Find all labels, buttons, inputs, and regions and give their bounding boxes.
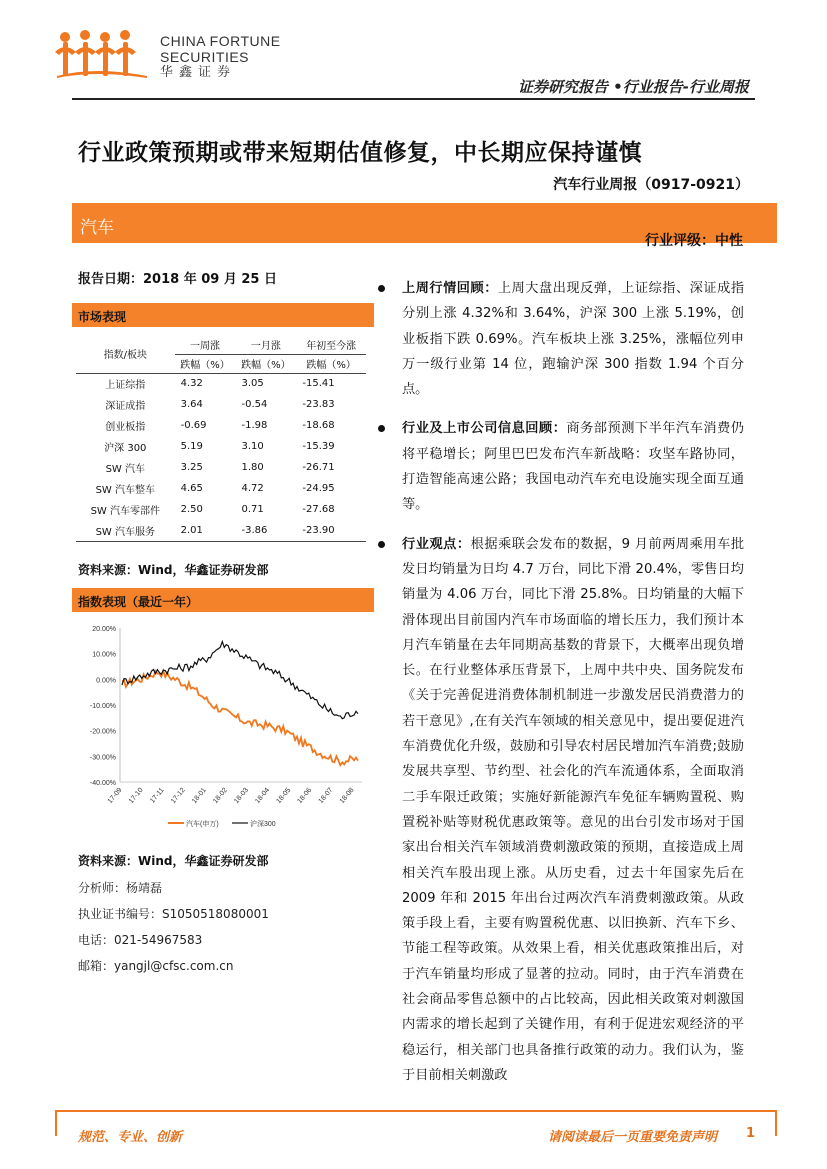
bullet-industry-news <box>376 416 744 517</box>
y-tick-label: 0.00% <box>96 677 116 685</box>
bullet-dot-icon <box>378 285 385 292</box>
cell-name: SW 汽车零部件 <box>90 506 160 517</box>
page-subtitle: 汽车行业周报（0917-0921） <box>553 177 749 193</box>
footer-slogan: 规范、专业、创新 <box>78 1130 183 1145</box>
y-tick-label: -30.00% <box>89 754 116 762</box>
table-row <box>76 520 366 541</box>
x-tick-label: 17-12 <box>169 786 187 806</box>
y-tick-label: -20.00% <box>89 728 116 736</box>
cell-month: 4.72 <box>241 483 264 494</box>
summary-bullets <box>376 276 744 1102</box>
x-tick-label: 18-07 <box>317 786 335 806</box>
brand-name-line2: SECURITIES <box>160 49 250 65</box>
table-row <box>76 478 366 499</box>
bullet-market-review <box>376 276 744 402</box>
cell-week: 2.01 <box>175 520 236 541</box>
brand-name <box>160 33 281 81</box>
table-row <box>76 394 366 415</box>
cell-name: 创业板指 <box>105 422 146 433</box>
chart-source: 资料来源：Wind，华鑫证券研发部 <box>78 854 269 868</box>
index-chart-svg <box>72 616 374 838</box>
header-week-bottom: 跌幅（%） <box>175 354 236 373</box>
header-index: 指数/板块 <box>76 335 175 373</box>
header-week-top: 一周涨 <box>175 335 236 354</box>
industry-rating: 行业评级：中性 <box>645 233 743 249</box>
cell-name: 上证综指 <box>105 380 146 392</box>
bullet-dot-icon <box>378 425 385 432</box>
x-tick-label: 18-05 <box>275 786 293 806</box>
x-tick-label: 18-06 <box>296 786 314 806</box>
bullet-title: 行业及上市公司信息回顾： <box>402 421 567 437</box>
cell-name: SW 汽车整车 <box>95 485 155 496</box>
bullet-title: 上周行情回顾： <box>402 281 498 296</box>
report-type: 证券研究报告 •行业报告-行业周报 <box>517 78 749 96</box>
market-table <box>76 335 366 542</box>
table-row <box>76 499 366 520</box>
cell-month: -1.98 <box>241 420 268 431</box>
table-row <box>76 415 366 436</box>
sector-label: 汽车 <box>80 218 114 238</box>
cell-ytd: -15.39 <box>302 441 335 452</box>
cell-ytd: -15.41 <box>302 378 335 390</box>
bullet-text: 根据乘联会发布的数据，9 月前两周乘用车批发日均销量为日均 4.7 万台，同比下滑 20.4%，零售日均销量为 4.06 万台，同比下滑 25.8%。日均销量的大幅下滑体现出目前国内汽车市场面临的增长压力，我们预计本月汽车销量在去年同期高基数的背景下，大概率出现负增长。在行业整体承压背景下，上周中共中央、国务院发布《关于完善促进消费体制机制进一步激发居民消费潜力的若干意见》,在有关汽车领域的相关意见中，提出要促进汽车消费优化升级，鼓励和引导农村居民增加汽车消费;鼓励发展共享型、节约型、社会化的汽车流通体系，全面取消二手车限迁政策；实施好新能源汽车免征车辆购置税、购置税补贴等财税优惠政策等。意见的出台引发市场对于国家出台相关汽车领域消费刺激政策的预期，直接造成上周相关汽车股出现上涨。从历史看，过去十年国家先后在 2009 年和 2015 年出台过两次汽车消费刺激政策。从政策手段上看，主要有购置税优惠、以旧换新、汽车下乡、节能工程等政策。从效果上看，相关优惠政策推出后，对于汽车销量均形成了显著的拉动。同时，由于汽车消费在社会商品零售总额中的占比较高，因此相关政策对刺激国内需求的增长起到了关键作用，有利于促进宏观经济的平稳运行，相关部门也具备推行政策的动力。我们认为，鉴于目前相关刺激政 <box>402 536 745 1083</box>
y-tick-label: -40.00% <box>89 780 116 787</box>
x-tick-label: 17-11 <box>149 786 166 805</box>
market-source: 资料来源：Wind，华鑫证券研发部 <box>78 563 269 577</box>
index-box-title: 指数表现（最近一年） <box>72 588 374 612</box>
header-ytd-top: 年初至今涨 <box>296 335 366 354</box>
cell-week: 3.25 <box>180 462 203 473</box>
legend-label-0: 汽车(申万) <box>186 821 219 828</box>
cell-name: SW 汽车 <box>105 464 145 475</box>
x-tick-label: 18-04 <box>254 786 272 806</box>
page-title: 行业政策预期或带来短期估值修复，中长期应保持谨慎 <box>78 140 642 166</box>
table-row <box>76 457 366 478</box>
table-row <box>76 436 366 457</box>
bullet-industry-view <box>376 532 744 1089</box>
cell-month: -3.86 <box>235 520 296 541</box>
brand-name-cn: 华鑫证券 <box>160 65 237 80</box>
y-tick-label: 10.00% <box>92 651 116 659</box>
cell-ytd: -27.68 <box>302 504 335 515</box>
cell-week: 5.19 <box>180 441 203 452</box>
series-line-1 <box>122 642 358 719</box>
analyst-name: 分析师：杨靖磊 <box>78 881 163 895</box>
analyst-license: 执业证书编号：S1050518080001 <box>78 907 269 921</box>
cell-name: SW 汽车服务 <box>76 520 175 541</box>
cell-week: -0.69 <box>180 420 207 431</box>
cell-week: 2.50 <box>180 504 203 515</box>
x-tick-label: 18-08 <box>338 786 356 806</box>
company-logo <box>55 28 155 84</box>
cell-week: 4.32 <box>180 378 203 390</box>
cell-month: 0.71 <box>241 504 264 515</box>
legend-label-1: 沪深300 <box>250 821 276 828</box>
header-month-top: 一月涨 <box>235 335 296 354</box>
cell-week: 4.65 <box>180 483 203 494</box>
cell-ytd: -26.71 <box>302 462 335 473</box>
cell-month: 1.80 <box>241 462 264 473</box>
cell-name: 沪深 300 <box>104 443 147 454</box>
market-box-title: 市场表现 <box>72 303 374 327</box>
x-tick-label: 18-02 <box>212 786 229 806</box>
footer-frame-right <box>775 1110 777 1136</box>
footer-divider <box>55 1110 777 1112</box>
logo-mark-icon <box>55 28 155 80</box>
header-ytd-bottom: 跌幅（%） <box>296 354 366 373</box>
cell-month: -0.54 <box>241 399 268 410</box>
bullet-title: 行业观点： <box>402 536 471 552</box>
x-tick-label: 18-03 <box>233 786 251 806</box>
report-date: 报告日期：2018 年 09 月 25 日 <box>78 272 277 287</box>
analyst-phone: 电话：021-54967583 <box>78 933 203 947</box>
index-chart <box>72 616 374 838</box>
y-tick-label: -10.00% <box>89 703 116 710</box>
series-line-0 <box>122 671 358 766</box>
x-tick-label: 17-09 <box>106 786 124 806</box>
footer-frame-left <box>55 1110 57 1136</box>
x-tick-label: 17-10 <box>127 786 145 806</box>
cell-ytd: -23.90 <box>296 520 366 541</box>
cell-week: 3.64 <box>180 399 203 410</box>
header-month-bottom: 跌幅（%） <box>235 354 296 373</box>
cell-ytd: -23.83 <box>302 399 335 410</box>
brand-name-line1: CHINA FORTUNE <box>160 33 281 49</box>
page-number: 1 <box>745 1126 755 1141</box>
bullet-text: 上周大盘出现反弹，上证综指、深证成指分别上涨 4.32%和 3.64%，沪深 300 上涨 5.19%，创业板指下跌 0.69%。汽车板块上涨 3.25%，涨幅位列申万一级行业第 14 位，跑输沪深 300 指数 1.94 个百分点。 <box>402 281 745 398</box>
header-divider <box>72 98 755 100</box>
y-tick-label: 20.00% <box>92 626 116 633</box>
bullet-dot-icon <box>378 541 385 548</box>
cell-month: 3.05 <box>241 378 264 390</box>
table-row <box>76 373 366 394</box>
cell-name: 深证成指 <box>105 401 146 412</box>
footer-disclaimer: 请阅读最后一页重要免责声明 <box>547 1130 717 1145</box>
cell-month: 3.10 <box>241 441 264 452</box>
analyst-email: 邮箱：yangjl@cfsc.com.cn <box>78 959 234 973</box>
x-tick-label: 18-01 <box>191 786 208 806</box>
cell-ytd: -24.95 <box>302 483 335 494</box>
bullet-text: 商务部预测下半年汽车消费仍将平稳增长；阿里巴巴发布汽车新战略：攻坚车路协同，打造智能高速公路；我国电动汽车充电设施实现全面互通等。 <box>402 421 744 513</box>
cell-ytd: -18.68 <box>302 420 335 431</box>
